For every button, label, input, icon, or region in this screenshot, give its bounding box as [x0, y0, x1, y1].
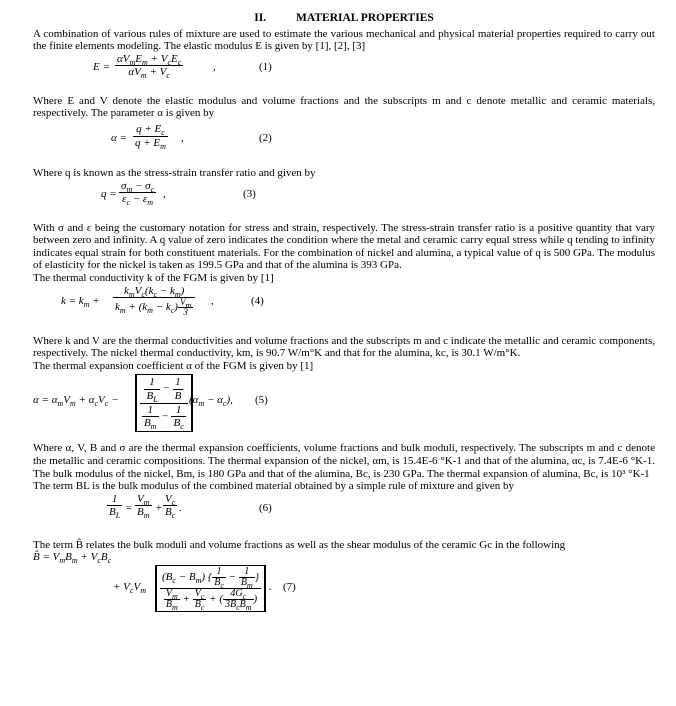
section-number: II. [254, 12, 267, 24]
paragraph-7: The thermal expansion coefficient α of the FGM is given by [1] [33, 359, 314, 372]
paragraph-2: Where E and V denote the elastic modulus and volume fractions and the subscripts m and c denote metallic and ceramic materials, respectively. The parameter α is given by [33, 94, 655, 120]
paragraph-3: Where q is known as the stress-strain transfer ratio and given by [33, 166, 316, 179]
equation-6: $\frac{1}{B_L}$ = $\frac{V_m}{B_m}$ + $\frac{V_c}{B_c}$ . (6) [109, 492, 272, 521]
equation-3-label: (3) [243, 187, 256, 200]
equation-2-label: (2) [259, 131, 272, 144]
equation-4: $k = k_m$ + $k_mV_c(k_c - k_m)$ $k_m + (k_m - k_c)$ $\frac{V_m}{3}$ , (4) [61, 284, 264, 318]
paragraph-10: The term B̂ relates the bulk moduli and volume fractions as well as the shear modulus of the ceramic Gc in the following [33, 538, 566, 551]
equation-5-label: (5) [255, 394, 268, 407]
equation-5: $\alpha = \alpha_mV_m + \alpha_cV_c$ − $\frac{1}{B_L}$ − $\frac{1}{B}$ $\frac{1}{B_m}$ − $\frac{1}{B_c}$ $(\alpha_m - \alpha_c)$, (5) [33, 376, 268, 432]
equation-6-label: (6) [259, 501, 272, 514]
equation-3: q = $\frac{\sigma_m - \sigma_c}{\varepsilon_c - \varepsilon_m}$ , (3) [101, 179, 256, 208]
paragraph-8: Where α, V, B and σ are the thermal expansion coefficients, volume fractions and bulk moduli, respectively. The subscripts m and c denote the metallic and ceramic compositions. The thermal expansion of the nickel, αm, is 15.4E-6 °K-1 and that of the alumina, αc, is 7.4E-6 °K-1. The bulk modulus of the nickel, Bm, is 180 GPa and that of the alumina, Bc, is 230 GPa. The thermal expansion of alumina, Bc, is 10³ °K-1 [33, 442, 655, 480]
equation-4-label: (4) [251, 294, 264, 307]
paragraph-1: A combination of various rules of mixture are used to estimate the various mechanical and physical material properties required to carry out the finite elements modeling. The elastic modulus E is given by [1], [2], [3] [33, 27, 655, 53]
paragraph-6: Where k and V are the thermal conductivities and volume fractions and the subscripts m and c indicate the metallic and ceramic components, respectively. The nickel thermal conductivity, km, is 90.7 W/m°K and that for the alumina, kc, is 30.1 W/m°K. [33, 334, 655, 360]
paragraph-5: The thermal conductivity k of the FGM is given by [1] [33, 271, 274, 284]
equation-2: α = $\frac{q + E_c}{q + E_m}$ , (2) [111, 122, 272, 151]
section-heading [33, 12, 655, 25]
equation-1-label: (1) [259, 60, 272, 73]
equation-1: E = $\alpha V_mE_m + V_cE_c$ $\alpha V_m + V_c$ , (1) [93, 52, 272, 81]
equation-7: B̂ = $V_mB_m + V_cB_c$ + $V_cV_m$ $(B_c - B_m)$ { $\frac{1}{B_c}$ − $\frac{1}{B_m}$ } $\frac{V_m}{B_m}$ + $\frac{V_c}{B_c}$ + ( $\frac{4G_c}{3B_cB_m}$ ) . (7) [33, 551, 296, 613]
paper-page [33, 12, 655, 615]
paragraph-4: With σ and ε being the customary notation for stress and strain, respectively. The stress-strain transfer ratio is a positive quantity that vary between zero and infinity. A q value of zero indicates the condition where the metal and ceramic carry equal stress while q tending to infinity indicates equal strain for both constituent materials. For the combination of nickel and alumina, a typical value of q is 500 GPa. The modulus of elasticity for the nickel is taken as 199.5 GPa and that of the alumina is 393 GPa. [33, 221, 655, 272]
section-title: MATERIAL PROPERTIES [296, 12, 434, 24]
equation-7-label: (7) [283, 581, 296, 594]
paragraph-9: The term BL is the bulk modulus of the combined material obtained by a simple rule of mixture and given by [33, 480, 515, 493]
